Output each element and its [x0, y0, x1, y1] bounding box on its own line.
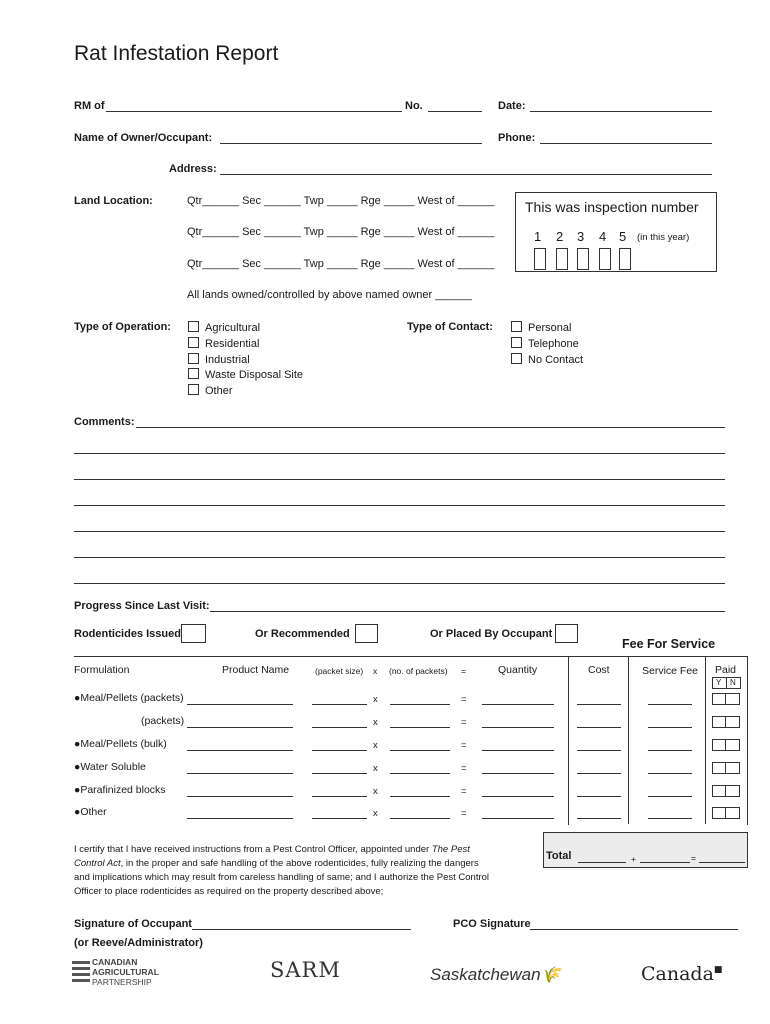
operation-option[interactable]: Industrial [188, 353, 250, 366]
row-field[interactable] [648, 796, 692, 797]
operation-option[interactable]: Agricultural [188, 321, 260, 334]
row-field[interactable] [577, 773, 621, 774]
fee-divider [628, 656, 629, 824]
pco-signature-label: PCO Signature [453, 918, 531, 930]
col-product: Product Name [222, 664, 290, 676]
row-field[interactable] [187, 773, 293, 774]
total-label: Total [546, 850, 572, 862]
equals-sign: = [461, 717, 467, 728]
address-field[interactable] [220, 174, 712, 175]
total-field[interactable] [640, 862, 690, 863]
col-quantity: Quantity [498, 664, 538, 676]
times-sign: x [373, 694, 378, 705]
inspection-note: (in this year) [637, 232, 690, 243]
cap-logo-bars-icon [72, 961, 90, 985]
inspection-number: 4 [599, 229, 607, 244]
row-field[interactable] [390, 750, 450, 751]
row-field[interactable] [187, 818, 293, 819]
total-plus: + [631, 854, 636, 864]
row-field[interactable] [312, 750, 367, 751]
row-field[interactable] [482, 750, 554, 751]
fee-divider [705, 656, 706, 824]
col-cost: Cost [588, 664, 610, 676]
checkbox[interactable] [511, 353, 522, 364]
row-field[interactable] [482, 773, 554, 774]
checkbox[interactable] [188, 384, 199, 395]
issued-checkbox[interactable] [181, 624, 206, 643]
row-field[interactable] [312, 773, 367, 774]
recommended-checkbox[interactable] [355, 624, 378, 643]
row-label: (packets) [141, 715, 185, 727]
equals-sign: = [461, 740, 467, 751]
row-field[interactable] [577, 750, 621, 751]
row-label: ●Meal/Pellets (bulk) [74, 738, 167, 750]
inspection-title: This was inspection number [525, 199, 699, 215]
date-field[interactable] [530, 111, 712, 112]
inspection-number: 5 [619, 229, 627, 244]
inspection-number: 1 [534, 229, 542, 244]
row-field[interactable] [312, 818, 367, 819]
row-field[interactable] [187, 727, 293, 728]
wheat-icon: 🌾 [540, 967, 561, 984]
land-row: Qtr______ Sec ______ Twp _____ Rge _____ West of ______ [187, 258, 495, 270]
fee-title: Fee For Service [622, 637, 716, 651]
contact-label: Type of Contact: [407, 321, 493, 333]
total-eq: = [691, 853, 696, 863]
checkbox[interactable] [188, 337, 199, 348]
times-sign: x [373, 717, 378, 728]
comments-line[interactable] [74, 583, 725, 584]
row-label: ●Meal/Pellets (packets) [74, 692, 184, 704]
times-sign: x [373, 786, 378, 797]
operation-option[interactable]: Other [188, 384, 233, 397]
row-field[interactable] [482, 818, 554, 819]
land-row: Qtr______ Sec ______ Twp _____ Rge _____ West of ______ [187, 195, 495, 207]
recommended-label: Or Recommended [255, 628, 350, 640]
occupant-signature-field[interactable] [192, 929, 411, 930]
paid-yn-checkbox[interactable] [712, 785, 740, 797]
canada-logo: Canada■ [641, 963, 723, 985]
row-label: ●Parafinized blocks [74, 784, 166, 796]
progress-field[interactable] [210, 611, 725, 612]
equals-sign: = [461, 786, 467, 797]
operation-label: Type of Operation: [74, 321, 171, 333]
inspection-checkbox[interactable] [599, 248, 611, 270]
contact-option[interactable]: Personal [511, 321, 571, 334]
operation-option[interactable]: Residential [188, 337, 259, 350]
row-field[interactable] [312, 727, 367, 728]
row-field[interactable] [577, 727, 621, 728]
land-location-label: Land Location: [74, 195, 153, 207]
flag-icon: ■ [713, 965, 723, 975]
row-field[interactable] [648, 727, 692, 728]
checkbox[interactable] [188, 368, 199, 379]
row-field[interactable] [390, 796, 450, 797]
comments-line[interactable] [74, 453, 725, 454]
row-field[interactable] [648, 704, 692, 705]
row-field[interactable] [390, 818, 450, 819]
paid-yn-checkbox[interactable] [712, 716, 740, 728]
comments-line[interactable] [74, 557, 725, 558]
placed-label: Or Placed By Occupant [430, 628, 553, 640]
comments-line[interactable] [74, 479, 725, 480]
row-field[interactable] [187, 704, 293, 705]
owner-label: Name of Owner/Occupant: [74, 132, 213, 144]
comments-label: Comments: [74, 416, 135, 428]
times-sign: x [373, 763, 378, 774]
all-lands-row: All lands owned/controlled by above named owner ______ [187, 289, 472, 301]
inspection-number: 2 [556, 229, 564, 244]
row-field[interactable] [390, 727, 450, 728]
row-field[interactable] [482, 796, 554, 797]
row-field[interactable] [187, 750, 293, 751]
rodenticides-issued-label: Rodenticides Issued [74, 628, 181, 640]
placed-checkbox[interactable] [555, 624, 578, 643]
row-field[interactable] [482, 704, 554, 705]
col-service-fee: Service Fee [641, 665, 699, 677]
col-eq: = [461, 666, 466, 676]
inspection-checkbox[interactable] [577, 248, 589, 270]
checkbox[interactable] [511, 337, 522, 348]
pco-signature-field[interactable] [530, 929, 738, 930]
col-formulation: Formulation [74, 664, 130, 676]
row-field[interactable] [648, 773, 692, 774]
row-field[interactable] [577, 796, 621, 797]
inspection-number: 3 [577, 229, 585, 244]
rm-label: RM of [74, 100, 105, 112]
paid-yn-checkbox[interactable] [712, 807, 740, 819]
date-label: Date: [498, 100, 526, 112]
cap-logo: CANADIAN AGRICULTURAL PARTNERSHIP [92, 957, 159, 987]
row-field[interactable] [312, 704, 367, 705]
times-sign: x [373, 740, 378, 751]
comments-line[interactable] [74, 505, 725, 506]
row-field[interactable] [577, 818, 621, 819]
col-x: x [373, 666, 378, 676]
paid-yn-checkbox[interactable] [712, 739, 740, 751]
paid-yn-checkbox[interactable] [712, 762, 740, 774]
yn-header: Y N [712, 677, 741, 689]
reeve-label: (or Reeve/Administrator) [74, 937, 203, 949]
no-field[interactable] [428, 111, 482, 112]
row-field[interactable] [577, 704, 621, 705]
row-label: ●Water Soluble [74, 761, 146, 773]
sarm-logo: SARM [270, 958, 341, 982]
land-row: Qtr______ Sec ______ Twp _____ Rge _____ West of ______ [187, 226, 495, 238]
paid-yn-checkbox[interactable] [712, 693, 740, 705]
page-title: Rat Infestation Report [74, 42, 279, 65]
col-packets: (no. of packets) [389, 666, 448, 676]
inspection-checkbox[interactable] [534, 248, 546, 270]
times-sign: x [373, 808, 378, 819]
certify-text: I certify that I have received instructions from a Pest Control Officer, appointed under The Pest Control Act, in the proper and safe handling of the above rodenticides, fully realizing the dangers and implications which may result from careless handling of same; and I authorize the Pest Control Officer to place rodenticides as required on the property described above; [74, 844, 490, 897]
saskatchewan-logo: Saskatchewan🌾 [430, 965, 561, 984]
row-field[interactable] [312, 796, 367, 797]
owner-field[interactable] [220, 143, 482, 144]
no-label: No. [405, 100, 423, 112]
row-label: ●Other [74, 806, 107, 818]
equals-sign: = [461, 694, 467, 705]
checkbox[interactable] [188, 321, 199, 332]
contact-option[interactable]: No Contact [511, 353, 583, 366]
contact-option[interactable]: Telephone [511, 337, 579, 350]
row-field[interactable] [390, 773, 450, 774]
inspection-checkbox[interactable] [556, 248, 568, 270]
row-field[interactable] [648, 818, 692, 819]
inspection-checkbox[interactable] [619, 248, 631, 270]
col-paid: Paid [715, 664, 737, 676]
operation-option[interactable]: Waste Disposal Site [188, 368, 303, 381]
row-field[interactable] [187, 796, 293, 797]
table-header-divider [74, 656, 568, 657]
total-field[interactable] [699, 862, 745, 863]
row-field[interactable] [390, 704, 450, 705]
checkbox[interactable] [511, 321, 522, 332]
row-field[interactable] [482, 727, 554, 728]
comments-line[interactable] [136, 427, 725, 428]
occupant-signature-label: Signature of Occupant [74, 918, 192, 930]
progress-label: Progress Since Last Visit: [74, 600, 210, 612]
address-label: Address: [169, 163, 217, 175]
comments-line[interactable] [74, 531, 725, 532]
rm-field[interactable] [106, 111, 402, 112]
phone-field[interactable] [540, 143, 712, 144]
checkbox[interactable] [188, 353, 199, 364]
col-packet-size: (packet size) [315, 666, 364, 676]
total-field[interactable] [578, 862, 626, 863]
equals-sign: = [461, 763, 467, 774]
phone-label: Phone: [498, 132, 536, 144]
row-field[interactable] [648, 750, 692, 751]
equals-sign: = [461, 808, 467, 819]
